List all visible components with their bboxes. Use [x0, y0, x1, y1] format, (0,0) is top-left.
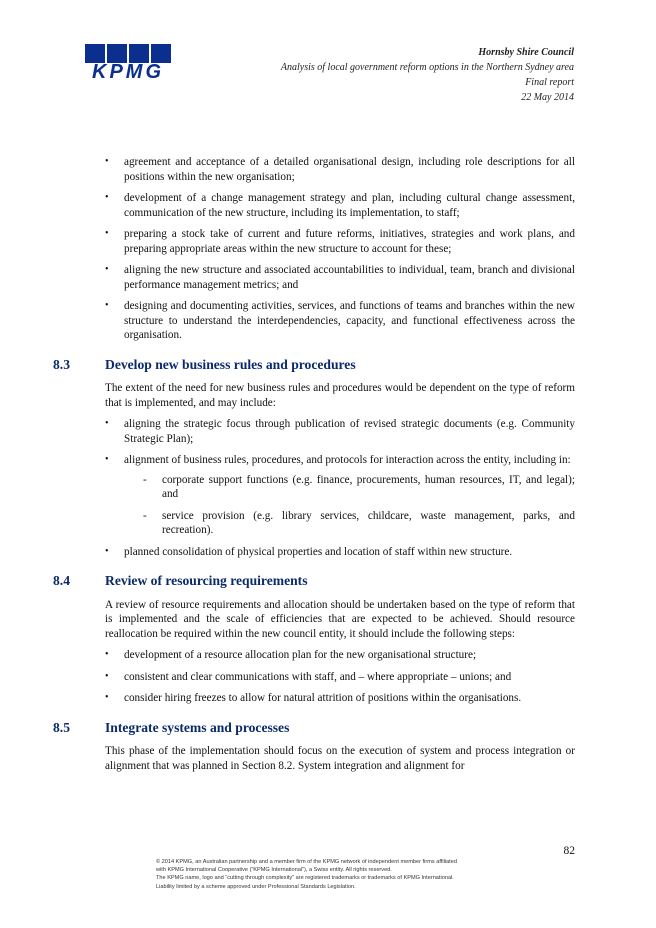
bullet-icon: •: [105, 692, 109, 703]
section-number: 8.5: [53, 719, 70, 735]
intro-bullet-list: [105, 155, 575, 343]
page-header: [254, 45, 574, 105]
page-number: 82: [563, 845, 575, 857]
list-item: • agreement and acceptance of a detailed organisational design, including role descriptions for all positions within the new organisation;: [105, 156, 575, 183]
section-title: Integrate systems and processes: [105, 719, 290, 735]
list-item: • consistent and clear communications with staff, and – where appropriate – unions; and: [105, 670, 512, 683]
section-paragraph: This phase of the implementation should focus on the execution of system and process integration or alignment that was planned in Section 8.2. System integration and alignment for: [105, 745, 575, 772]
list-item: • development of a change management strategy and plan, including cultural change assessment, communication of the new structure, including its implementation, to staff;: [105, 192, 575, 219]
bullet-icon: •: [105, 264, 109, 275]
bullet-icon: •: [105, 228, 109, 239]
list-item: • aligning the strategic focus through publication of revised strategic documents (e.g. Community Strategic Plan);: [105, 418, 575, 445]
list-item: • planned consolidation of physical properties and location of staff within new structure.: [105, 545, 513, 558]
footer-line: The KPMG name, logo and “cutting through complexity” are registered trademarks or trademarks of KPMG International.: [156, 875, 454, 882]
footer-line: Liability limited by a scheme approved under Professional Standards Legislation.: [156, 883, 356, 890]
list-item: • alignment of business rules, procedures, and protocols for interaction across the entity, including in: - corporate support functions (e.g. finance, procurements, human resources, IT, and legal); and - service provision (e.g. library services, childcare, waste management, parks, and recreation).: [105, 454, 575, 536]
section-title: Develop new business rules and procedures: [105, 356, 356, 372]
bullet-icon: •: [105, 649, 109, 660]
bullet-icon: •: [105, 454, 109, 465]
header-date: 22 May 2014: [521, 92, 574, 103]
footer-line: © 2014 KPMG, an Australian partnership and a member firm of the KPMG network of independent member firms affiliated: [156, 859, 457, 865]
bullet-icon: •: [105, 192, 109, 203]
section-heading-8-5: [53, 719, 575, 737]
list-item: • aligning the new structure and associated accountabilities to individual, team, branch and divisional performance management metrics; and: [105, 264, 575, 291]
kpmg-logo: [85, 44, 171, 81]
sub-list-item: - service provision (e.g. library services, childcare, waste management, parks, and recreation).: [143, 509, 575, 536]
list-item: • designing and documenting activities, services, and functions of teams and branches within the new structure to understand the interdependencies, capacity, and functional effectiveness across the organisation.: [105, 300, 575, 341]
list-item: • preparing a stock take of current and future reforms, initiatives, strategies and work plans, and preparing appropriate areas within the new structure to account for these;: [105, 228, 575, 255]
section-title: Review of resourcing requirements: [105, 573, 308, 588]
section-paragraph: A review of resource requirements and allocation should be undertaken based on the type of reform that is implemented and the scale of efficiencies that are expected to be achieved. Should resource reallocation be required within the new council entity, it should include the following steps:: [105, 598, 575, 640]
section-number: 8.4: [53, 573, 70, 588]
bullet-icon: •: [105, 300, 109, 311]
header-org: Hornsby Shire Council: [478, 47, 574, 58]
list-item: • consider hiring freezes to allow for natural attrition of positions within the organisations.: [105, 692, 522, 704]
dash-icon: -: [143, 473, 147, 486]
bullet-icon: •: [105, 670, 109, 682]
legal-footer: [156, 858, 556, 891]
section-paragraph: The extent of the need for new business rules and procedures would be dependent on the type of reform that is implemented, and may include:: [105, 382, 575, 409]
dash-icon: -: [143, 509, 147, 522]
footer-line: with KPMG International Cooperative (“KPMG International”), a Swiss entity. All rights reserved.: [156, 867, 392, 874]
section-8-3-list: [105, 417, 575, 559]
document-body: [53, 155, 575, 780]
header-report: Analysis of local government reform options in the Northern Sydney area: [280, 62, 574, 73]
bullet-icon: •: [105, 156, 109, 167]
header-status: Final report: [525, 77, 574, 88]
bullet-icon: •: [105, 545, 109, 557]
logo-text: KPMG: [92, 61, 164, 81]
section-8-4-list: [105, 648, 575, 706]
list-item: • development of a resource allocation plan for the new organisational structure;: [105, 649, 477, 661]
section-number: 8.3: [53, 356, 70, 372]
section-heading-8-4: [53, 573, 575, 590]
sub-list: [124, 473, 575, 538]
bullet-icon: •: [105, 418, 109, 429]
section-heading-8-3: [53, 356, 575, 374]
sub-list-item: - corporate support functions (e.g. finance, procurements, human resources, IT, and legal); and: [143, 473, 575, 500]
